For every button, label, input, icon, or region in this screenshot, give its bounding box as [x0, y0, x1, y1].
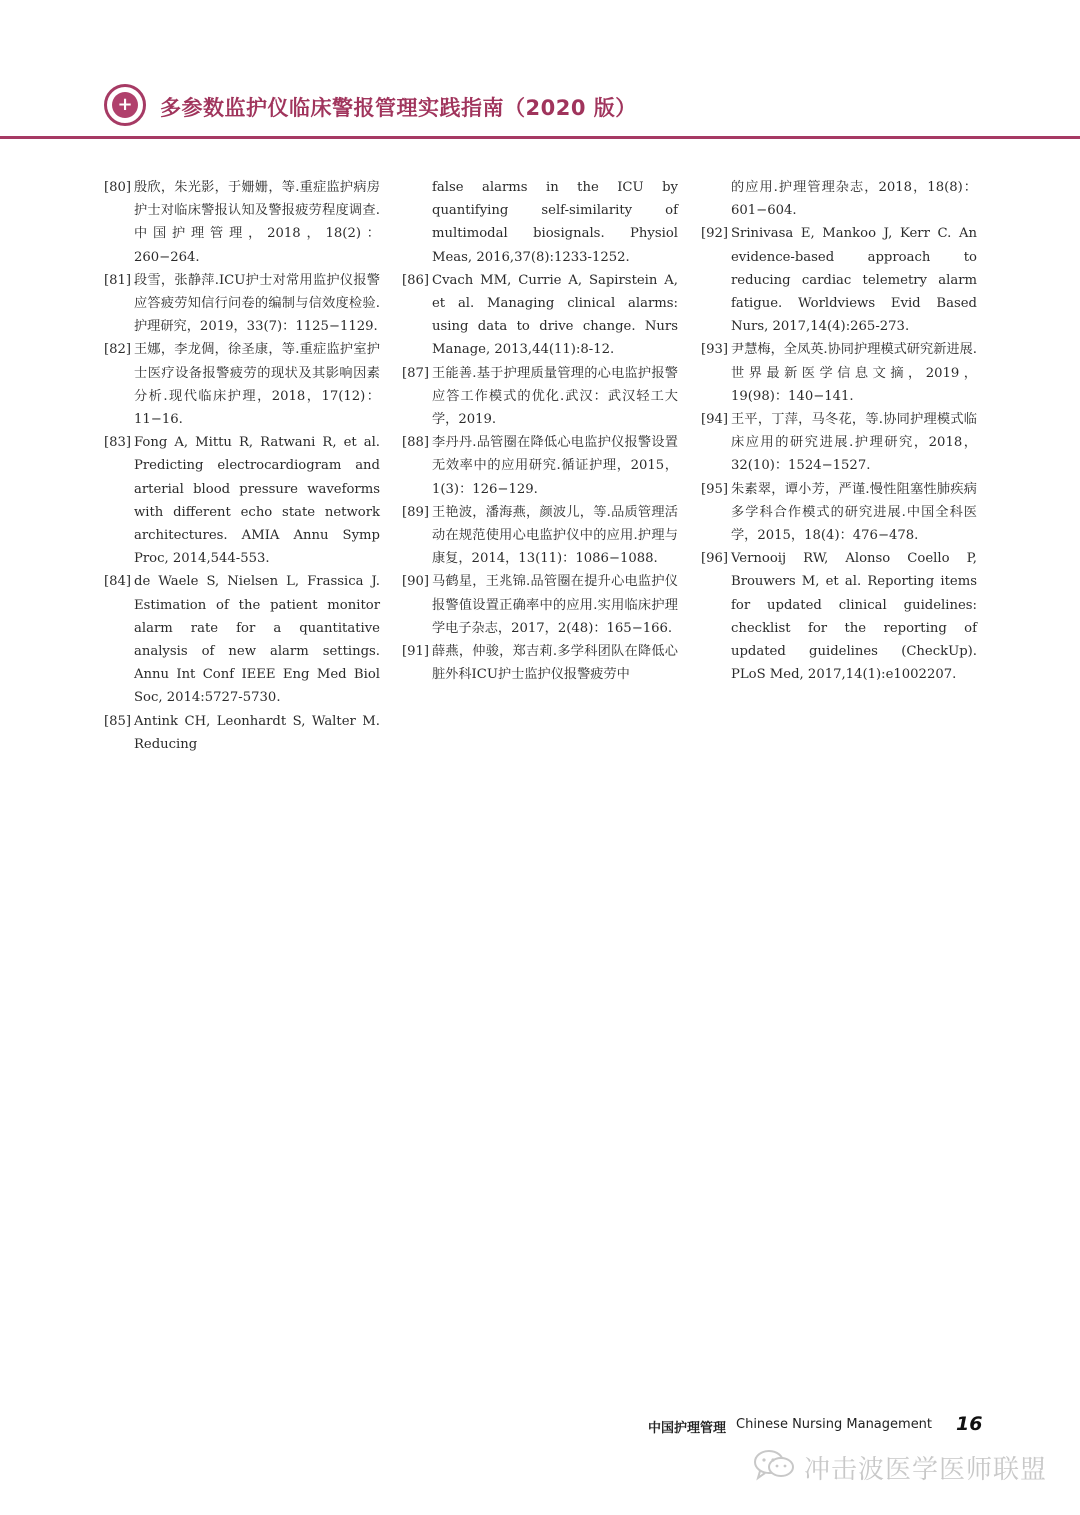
reference-text: 王能善.基于护理质量管理的心电监护报警应答工作模式的优化.武汉：武汉轻工大学，2019. — [432, 365, 678, 428]
reference-item — [104, 338, 380, 431]
wechat-icon — [752, 1449, 796, 1481]
reference-text: de Waele S, Nielsen L, Frassica J. Estimation of the patient monitor alarm rate for a quantitative analysis of new alarm settings. Annu Int Conf IEEE Eng Med Biol Soc, 2014:5727-5730. — [134, 574, 380, 706]
reference-text: Cvach MM, Currie A, Sapirstein A, et al. Managing clinical alarms: using data to drive change. Nurs Manage, 2013,44(11):8-12. — [432, 272, 678, 358]
reference-text: 马鹤星，王兆锦.品管圈在提升心电监护仪报警值设置正确率中的应用.实用临床护理学电子杂志，2017，2(48)：165−166. — [432, 574, 678, 636]
references-column-3 — [701, 176, 977, 686]
reference-text: Vernooij RW, Alonso Coello P, Brouwers M, et al. Reporting items for updated clinical guidelines: checklist for the reporting of updated guidelines (CheckUp). PLoS Med, 2017,14(1):e1002207. — [731, 551, 977, 683]
journal-name-cn: 中国护理管理 — [648, 1421, 727, 1436]
reference-item — [104, 269, 380, 339]
reference-item — [402, 640, 678, 686]
reference-item — [104, 431, 380, 570]
reference-item — [104, 176, 380, 269]
reference-text: 殷欣，朱光影，于姗姗，等.重症监护病房护士对临床警报认知及警报疲劳程度调查.中国护理管理，2018，18(2)：260−264. — [134, 180, 380, 265]
reference-item — [701, 338, 977, 408]
reference-text: 段雪，张静萍.ICU护士对常用监护仪报警应答疲劳知信行问卷的编制与信效度检验.护理研究，2019，33(7)：1125−1129. — [134, 272, 380, 335]
page-footer — [640, 1414, 1000, 1438]
reference-item — [402, 570, 678, 640]
reference-text: 王艳波，潘海燕，颜波儿，等.品质管理活动在规范使用心电监护仪中的应用.护理与康复，2014，13(11)：1086−1088. — [432, 504, 678, 567]
reference-item — [701, 547, 977, 686]
reference-number: [85] — [104, 713, 132, 729]
reference-number: [92] — [701, 226, 729, 242]
reference-text: 王娜，李龙倜，徐圣康，等.重症监护室护士医疗设备报警疲劳的现状及其影响因素分析.现代临床护理，2018，17(12)：11−16. — [134, 342, 380, 428]
reference-number: [86] — [402, 272, 430, 288]
reference-number: [90] — [402, 574, 430, 590]
reference-number: [89] — [402, 504, 430, 520]
reference-text: 李丹丹.品管圈在降低心电监护仪报警设置无效率中的应用研究.循证护理，2015，1(3)：126−129. — [432, 435, 678, 497]
reference-number: [81] — [104, 272, 132, 288]
reference-item — [402, 269, 678, 362]
page-header — [0, 72, 1080, 144]
watermark — [752, 1447, 1072, 1487]
reference-item — [701, 222, 977, 338]
reference-item — [402, 501, 678, 571]
reference-item — [104, 570, 380, 709]
reference-number: [88] — [402, 435, 430, 451]
reference-item — [104, 710, 380, 756]
reference-text: Antink CH, Leonhardt S, Walter M. Reducing — [134, 713, 380, 752]
watermark-text: 冲击波医学医师联盟 — [804, 1455, 1048, 1485]
header-divider — [0, 136, 1080, 139]
reference-text: Srinivasa E, Mankoo J, Kerr C. An evidence-based approach to reducing cardiac telemetry alarm fatigue. Worldviews Evid Based Nurs, 2017,14(4):265-273. — [731, 226, 977, 335]
reference-number: [96] — [701, 551, 729, 567]
references-column-2 — [402, 176, 678, 686]
reference-item — [402, 362, 678, 432]
journal-logo — [104, 84, 146, 126]
reference-number: [91] — [402, 644, 430, 660]
reference-text: 王平，丁萍，马冬花，等.协同护理模式临床应用的研究进展.护理研究，2018，32(10)：1524−1527. — [731, 412, 977, 474]
reference-text: 朱素翠，谭小芳，严谨.慢性阻塞性肺疾病多学科合作模式的研究进展.中国全科医学，2015，18(4)：476−478. — [731, 481, 977, 544]
references-column-1 — [104, 176, 380, 756]
page-title: 多参数监护仪临床警报管理实践指南（2020 版） — [160, 96, 637, 120]
reference-number: [94] — [701, 412, 729, 428]
reference-number: [83] — [104, 435, 132, 451]
reference-item — [701, 478, 977, 548]
reference-number: [84] — [104, 574, 132, 590]
page-number: 16 — [956, 1413, 983, 1435]
reference-text: 薛燕，仲骏，郑吉莉.多学科团队在降低心脏外科ICU护士监护仪报警疲劳中 — [432, 644, 678, 683]
reference-number: [82] — [104, 342, 132, 358]
journal-name-en: Chinese Nursing Management — [736, 1417, 933, 1432]
reference-continuation: 的应用.护理管理杂志，2018，18(8)：601−604. — [731, 180, 977, 219]
reference-item — [701, 408, 977, 478]
reference-number: [80] — [104, 180, 132, 195]
reference-continuation: false alarms in the ICU by quantifying self-similarity of multimodal biosignals. Physiol Meas, 2016,37(8):1233-1252. — [432, 180, 678, 265]
reference-number: [95] — [701, 481, 729, 497]
reference-text: 尹慧梅，全凤英.协同护理模式研究新进展.世界最新医学信息文摘，2019，19(98)：140−141. — [731, 342, 977, 404]
reference-number: [93] — [701, 342, 729, 358]
reference-text: Fong A, Mittu R, Ratwani R, et al. Predicting electrocardiogram and arterial blood pressure waveforms with different echo state network architectures. AMIA Annu Symp Proc, 2014,544-553. — [134, 435, 380, 567]
reference-number: [87] — [402, 365, 430, 381]
cross-icon: + — [112, 92, 138, 118]
reference-item — [402, 431, 678, 501]
